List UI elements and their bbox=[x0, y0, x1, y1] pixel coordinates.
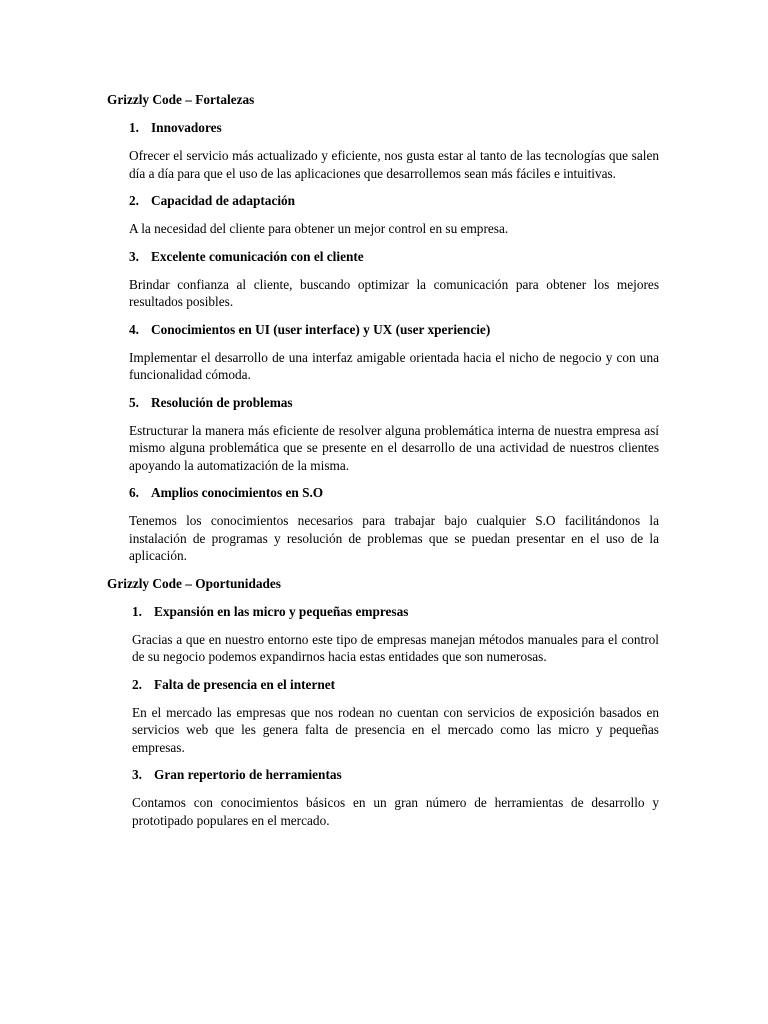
item-description: Estructurar la manera más eficiente de resolver alguna problemática interna de nuestra empresa así mismo alguna problemática que se presente en el desarrollo de una actividad de nuestros clientes apoyando la automatización de la misma. bbox=[129, 422, 659, 473]
item-heading bbox=[129, 395, 660, 411]
item-heading-text: Excelente comunicación con el cliente bbox=[151, 248, 364, 264]
item-number: 1. bbox=[132, 603, 142, 619]
item-heading-text: Resolución de problemas bbox=[151, 394, 293, 410]
item-heading-text: Expansión en las micro y pequeñas empresas bbox=[154, 603, 409, 619]
item-description: Ofrecer el servicio más actualizado y eficiente, nos gusta estar al tanto de las tecnologías que salen día a día para que el uso de las aplicaciones que desarrollemos sean más fáciles e intuitivas. bbox=[129, 148, 659, 181]
item-heading bbox=[132, 767, 660, 783]
section-title: Grizzly Code – Fortalezas bbox=[107, 92, 255, 107]
item-heading-text: Innovadores bbox=[151, 120, 222, 135]
item-description: Contamos con conocimientos básicos en un gran número de herramientas de desarrollo y prototipado populares en el mercado. bbox=[132, 795, 659, 828]
list-item bbox=[129, 322, 660, 384]
item-number: 2. bbox=[132, 676, 142, 692]
list-item bbox=[129, 395, 660, 475]
section-oportunidades bbox=[107, 576, 660, 830]
item-number: 4. bbox=[129, 321, 139, 337]
list-item bbox=[129, 485, 660, 565]
item-number: 2. bbox=[129, 193, 139, 208]
item-description: En el mercado las empresas que nos rodean no cuentan con servicios de exposición basados en servicios web que les genera falta de presencia en el mercado como las micro y pequeñas empresas. bbox=[132, 704, 659, 755]
list-item bbox=[132, 767, 660, 829]
item-heading bbox=[132, 677, 660, 693]
list-item bbox=[129, 120, 660, 182]
item-heading bbox=[129, 193, 660, 209]
item-heading-text: Amplios conocimientos en S.O bbox=[151, 485, 324, 500]
item-number: 1. bbox=[129, 120, 139, 135]
item-heading bbox=[132, 604, 660, 620]
item-description: Gracias a que en nuestro entorno este tipo de empresas manejan métodos manuales para el control de su negocio podemos expandirnos hacia estas entidades que son numerosas. bbox=[132, 631, 659, 664]
section-title: Grizzly Code – Oportunidades bbox=[107, 575, 281, 591]
item-heading-text: Falta de presencia en el internet bbox=[154, 676, 336, 692]
item-description: Implementar el desarrollo de una interfaz amigable orientada hacia el nicho de negocio y con una funcionalidad cómoda. bbox=[129, 349, 659, 382]
item-heading-text: Gran repertorio de herramientas bbox=[154, 767, 342, 782]
item-heading-text: Conocimientos en UI (user interface) y UX (user xperiencie) bbox=[151, 321, 491, 337]
list-item bbox=[132, 604, 660, 666]
item-heading bbox=[129, 322, 660, 338]
item-number: 5. bbox=[129, 394, 139, 410]
section-fortalezas bbox=[107, 92, 660, 565]
item-description: A la necesidad del cliente para obtener un mejor control en su empresa. bbox=[129, 221, 509, 236]
item-number: 3. bbox=[129, 248, 139, 264]
item-heading-text: Capacidad de adaptación bbox=[151, 193, 296, 208]
item-heading bbox=[129, 120, 660, 136]
list-item bbox=[132, 677, 660, 757]
item-description: Brindar confianza al cliente, buscando optimizar la comunicación para obtener los mejores resultados posibles. bbox=[129, 276, 659, 309]
item-heading bbox=[129, 249, 660, 265]
item-number: 3. bbox=[132, 767, 142, 782]
list-item bbox=[129, 249, 660, 311]
item-heading bbox=[129, 485, 660, 501]
item-description: Tenemos los conocimientos necesarios para trabajar bajo cualquier S.O facilitándonos la instalación de programas y resolución de problemas que se puedan presentar en el uso de la aplicación. bbox=[129, 513, 659, 563]
item-number: 6. bbox=[129, 485, 139, 500]
list-item bbox=[129, 193, 660, 238]
